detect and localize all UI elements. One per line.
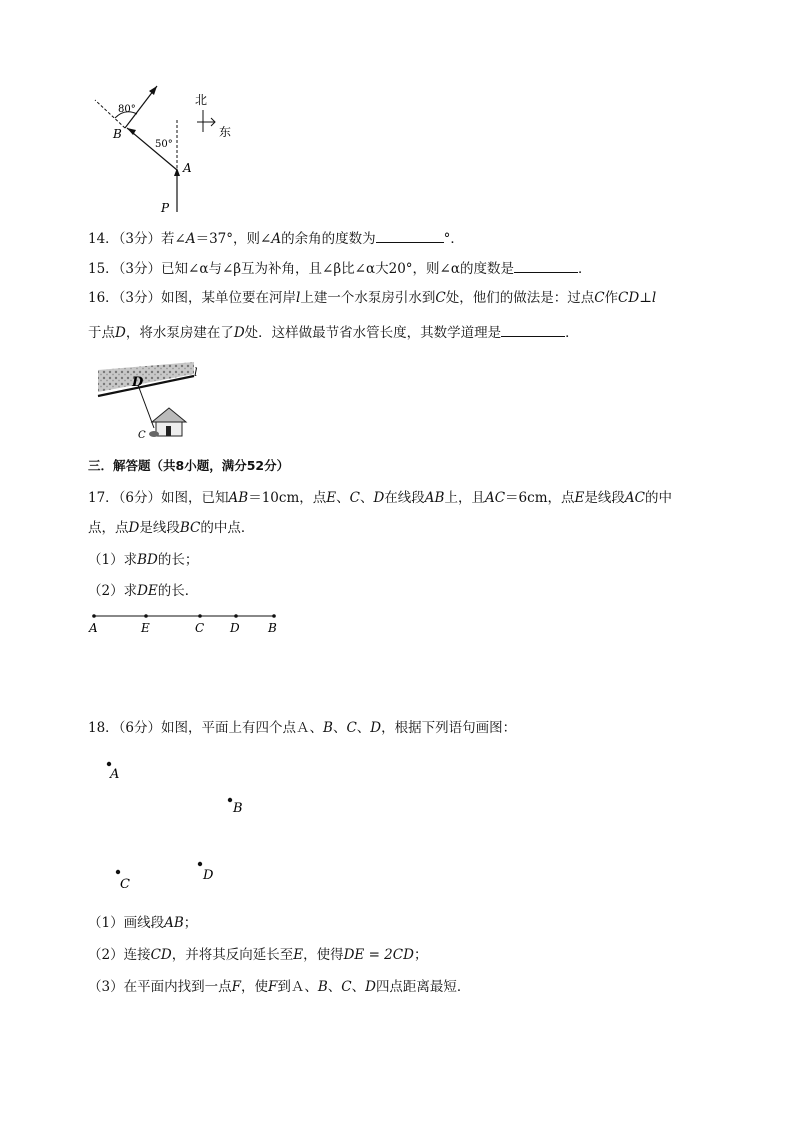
point-D-text: D (203, 868, 214, 883)
seg-point-A (92, 614, 96, 618)
point-B (228, 798, 232, 802)
question-16-line2: 于点D，将水泵房建在了D处．这样做最节省水管长度，其数学道理是 ． (88, 322, 579, 343)
seg-label-A: A (89, 621, 98, 635)
point-A-label: A (183, 161, 192, 175)
seg-label-D: D (230, 621, 240, 635)
answer-blank-16[interactable] (501, 322, 565, 337)
section-3-title: 三．解答题（共8小题，满分52分） (88, 458, 290, 473)
answer-blank-14[interactable] (376, 228, 444, 243)
question-18: 18．（6分）如图，平面上有四个点Ａ、B、C、D，根据下列语句画图： (88, 720, 517, 736)
point-A (107, 762, 111, 766)
segment-figure (86, 608, 286, 638)
question-18-part1: （1）画线段AB； (88, 915, 198, 931)
question-17-line2: 点，点D是线段BC的中点． (88, 520, 255, 536)
seg-point-E (144, 614, 148, 618)
point-P-label: P (161, 201, 170, 215)
question-14: 14．（3分）若∠A＝37°，则∠A的余角的度数为 °． (88, 228, 464, 249)
question-17-part2: （2）求DE的长． (88, 583, 199, 599)
angle-50-label: 50° (155, 139, 173, 150)
question-15: 15．（3分）已知∠α与∠β互为补角，且∠β比∠α大20°，则∠α的度数是 ． (88, 258, 591, 279)
four-points-figure (96, 752, 256, 896)
question-17-line1: 17．（6分）如图，已知AB＝10cm，点E、C、D在线段AB上，且AC＝6cm，点E是线段AC的中 (88, 490, 672, 506)
house-icon (149, 408, 186, 437)
direction-figure (85, 80, 245, 220)
point-D (198, 862, 202, 866)
point-C (116, 870, 120, 874)
river-figure (96, 358, 206, 442)
seg-point-D (234, 614, 238, 618)
east-label: 东 (219, 125, 232, 139)
point-B-text: B (233, 801, 243, 816)
seg-point-C (198, 614, 202, 618)
river-point-D: D (132, 375, 144, 390)
point-A-text: A (110, 767, 120, 782)
point-B-label: B (113, 127, 122, 141)
question-18-part3: （3）在平面内找到一点F，使F到Ａ、B、C、D四点距离最短． (88, 979, 471, 995)
angle-80-label: 80° (118, 104, 136, 115)
question-18-part2: （2）连接CD，并将其反向延长至E，使得DE = 2CD； (88, 947, 428, 963)
seg-label-E: E (141, 621, 150, 635)
river-line-l: l (194, 366, 198, 379)
seg-label-C: C (195, 621, 205, 635)
answer-blank-15[interactable] (514, 258, 578, 273)
question-16-line1: 16．（3分）如图，某单位要在河岸l上建一个水泵房引水到C处，他们的做法是：过点C作CD⊥l (88, 290, 657, 306)
river-point-C: C (138, 430, 146, 441)
question-17-part1: （1）求BD的长； (88, 552, 199, 568)
point-C-text: C (120, 877, 130, 892)
seg-point-B (272, 614, 276, 618)
north-label: 北 (195, 93, 208, 107)
seg-label-B: B (268, 621, 277, 635)
